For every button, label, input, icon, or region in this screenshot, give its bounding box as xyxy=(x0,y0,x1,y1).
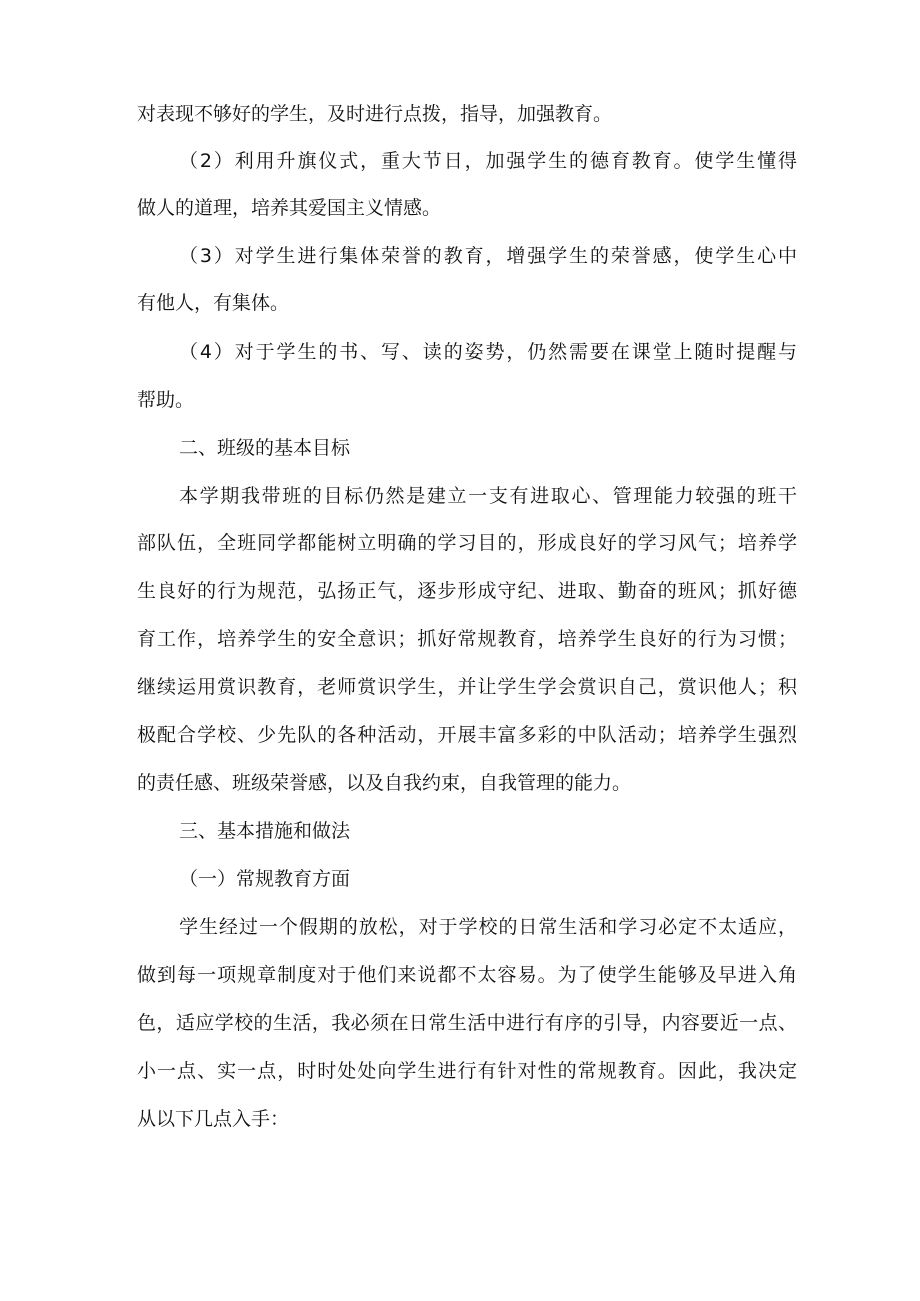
text-line: 做人的道理，培养其爱国主义情感。 xyxy=(137,197,442,219)
text-line: 的责任感、班级荣誉感，以及自我约束，自我管理的能力。 xyxy=(137,772,632,794)
text-line: 帮助。 xyxy=(137,389,195,411)
text-line: 继续运用赏识教育，老师赏识学生，并让学生学会赏识自己，赏识他人；积 xyxy=(137,676,797,698)
text-line: 对表现不够好的学生，及时进行点拨，指导，加强教育。 xyxy=(137,103,613,125)
text-line: （3）对学生进行集体荣誉的教育，增强学生的荣誉感，使学生心中 xyxy=(179,245,797,267)
subsection-heading: （一）常规教育方面 xyxy=(179,868,351,890)
text-line: 极配合学校、少先队的各种活动，开展丰富多彩的中队活动；培养学生强烈 xyxy=(137,724,797,746)
text-line: （2）利用升旗仪式，重大节日，加强学生的德育教育。使学生懂得 xyxy=(179,150,797,172)
text-line: 学生经过一个假期的放松，对于学校的日常生活和学习必定不太适应， xyxy=(179,916,797,938)
text-line: 部队伍，全班同学都能树立明确的学习目的，形成良好的学习风气；培养学 xyxy=(137,532,797,554)
text-line: 色，适应学校的生活，我必须在日常生活中进行有序的引导，内容要近一点、 xyxy=(137,1012,797,1034)
section-heading: 二、班级的基本目标 xyxy=(179,437,351,459)
text-line: 做到每一项规章制度对于他们来说都不太容易。为了使学生能够及早进入角 xyxy=(137,964,797,986)
text-line: 小一点、实一点，时时处处向学生进行有针对性的常规教育。因此，我决定 xyxy=(137,1060,797,1082)
text-line: 生良好的行为规范，弘扬正气，逐步形成守纪、进取、勤奋的班风；抓好德 xyxy=(137,580,797,602)
text-line: 育工作，培养学生的安全意识；抓好常规教育，培养学生良好的行为习惯； xyxy=(137,628,797,650)
text-line: 本学期我带班的目标仍然是建立一支有进取心、管理能力较强的班干 xyxy=(179,485,797,507)
section-heading: 三、基本措施和做法 xyxy=(179,820,351,842)
text-line: 有他人，有集体。 xyxy=(137,292,290,314)
text-line: （4）对于学生的书、写、读的姿势，仍然需要在课堂上随时提醒与 xyxy=(179,341,797,363)
text-line: 从以下几点入手： xyxy=(137,1108,290,1130)
